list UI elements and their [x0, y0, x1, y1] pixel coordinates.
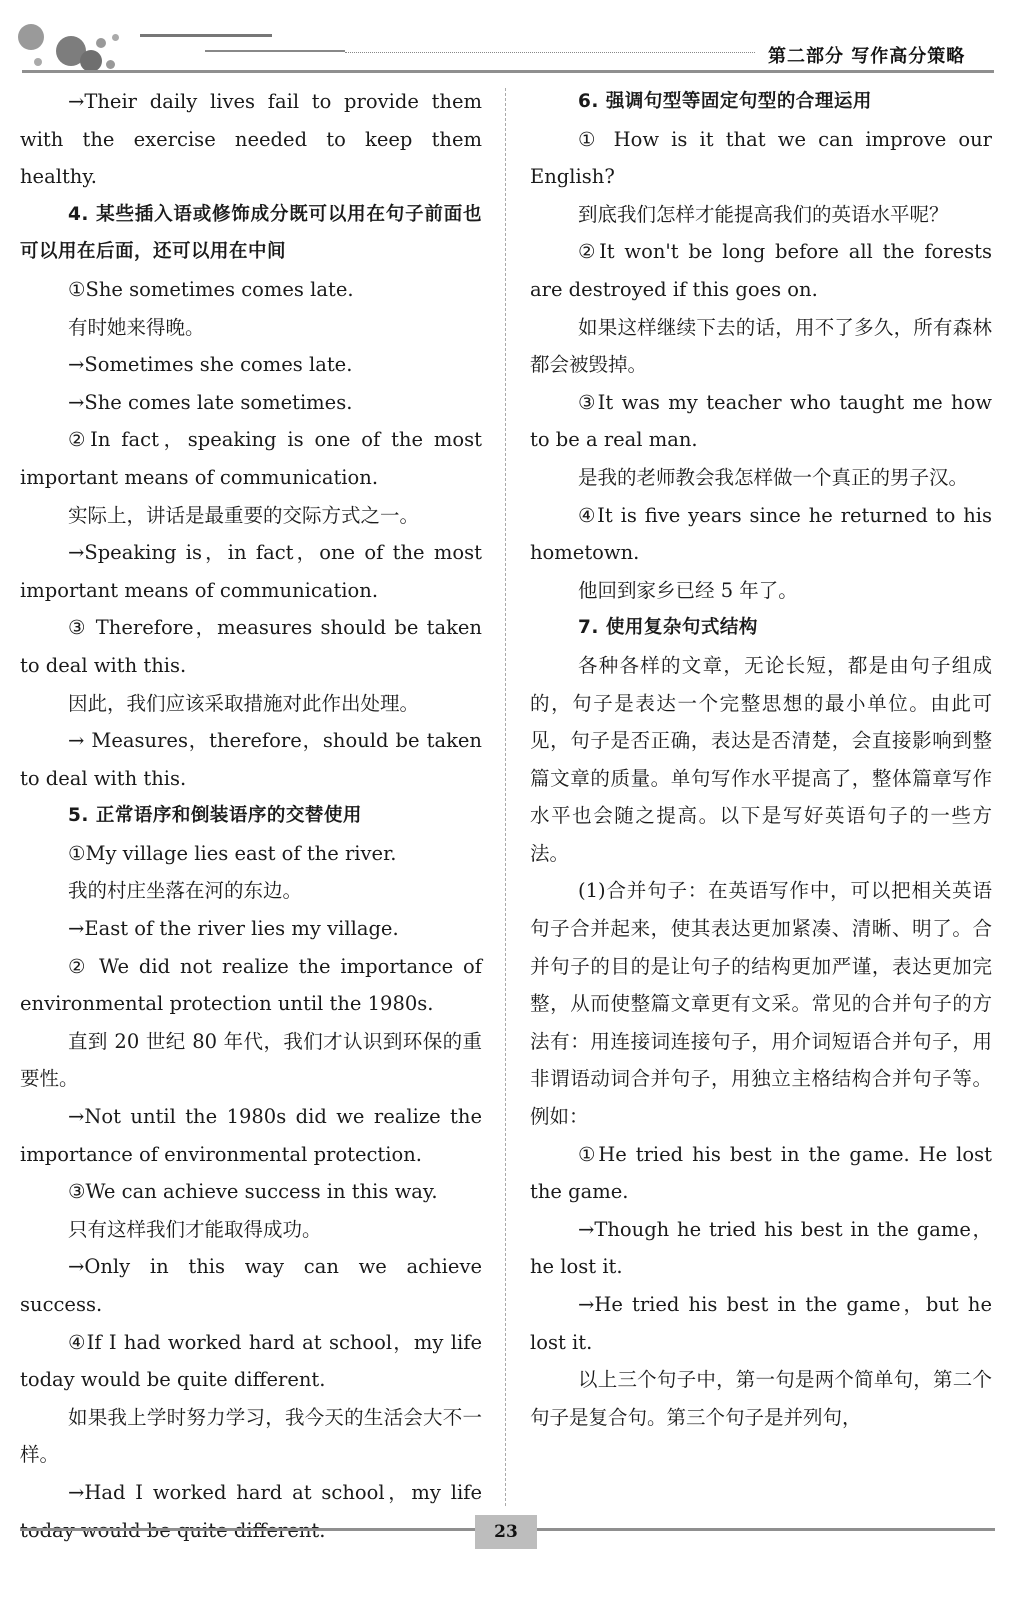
paragraph: 有时她来得晚。 [68, 315, 205, 339]
paragraph: (1)合并句子：在英语写作中，可以把相关英语句子合并起来，使其表达更加紧凑、清晰、明了。合并句子的目的是让句子的结构更加严谨，表达更加完整，从而使整篇文章更有文采。常见的合并句子的方法有：用连接词连接句子，用介词短语合并句子，用非谓语动词合并句子，用独立主格结构合并句子等。例如： [530, 879, 992, 1129]
paragraph: ②In fact，speaking is one of the most important means of communication. [20, 428, 482, 489]
section-heading: 6. 强调句型等固定句型的合理运用 [578, 91, 872, 112]
header-line [140, 34, 272, 37]
paragraph: ①She sometimes comes late. [68, 277, 354, 301]
header-line [205, 50, 345, 52]
paragraph: 如果这样继续下去的话，用不了多久，所有森林都会被毁掉。 [530, 315, 992, 377]
column-divider [505, 88, 506, 1506]
right-column [530, 83, 992, 1436]
paragraph: ① How is it that we can improve our English? [530, 127, 992, 189]
paragraph: ③ Therefore，measures should be taken to deal with this. [20, 616, 482, 677]
paragraph: 各种各样的文章，无论长短，都是由句子组成的，句子是表达一个完整思想的最小单位。由此可见，句子是否正确，表达是否清楚，会直接影响到整篇文章的质量。单句写作水平提高了，整体篇章写作水平也会随之提高。以下是写好英语句子的一些方法。 [530, 653, 992, 865]
paragraph: 只有这样我们才能取得成功。 [68, 1217, 322, 1241]
paragraph: 他回到家乡已经 5 年了。 [578, 578, 798, 602]
paragraph: 是我的老师教会我怎样做一个真正的男子汉。 [578, 465, 969, 489]
paragraph: →She comes late sometimes. [68, 390, 353, 414]
paragraph: ④It is five years since he returned to his hometown. [530, 503, 992, 565]
paragraph: 我的村庄坐落在河的东边。 [68, 879, 303, 903]
decoration-circle [106, 60, 115, 69]
paragraph: 因此，我们应该采取措施对此作出处理。 [68, 691, 420, 715]
paragraph: →Only in this way can we achieve success. [20, 1255, 482, 1316]
paragraph: →Their daily lives fail to provide them with the exercise needed to keep them healthy. [20, 90, 482, 189]
paragraph: 直到 20 世纪 80 年代，我们才认识到环保的重要性。 [20, 1029, 482, 1091]
paragraph: ④If I had worked hard at school，my life today would be quite different. [20, 1330, 482, 1392]
paragraph: →Had I worked hard at school，my life [68, 1480, 482, 1504]
paragraph: →Though he tried his best in the game，he lost it. [530, 1217, 992, 1279]
paragraph: ②It won't be long before all the forests are destroyed if this goes on. [530, 240, 992, 301]
section-heading: 7. 使用复杂句式结构 [578, 617, 758, 639]
header-rule [22, 70, 994, 73]
paragraph: ③We can achieve success in this way. [68, 1180, 438, 1204]
paragraph: →Not until the 1980s did we realize the importance of environmental protection. [20, 1105, 482, 1166]
paragraph: ①He tried his best in the game. He lost the game. [530, 1142, 992, 1204]
section-heading: 5. 正常语序和倒装语序的交替使用 [68, 805, 362, 827]
decoration-circle [80, 50, 102, 72]
decoration-circle [112, 34, 119, 41]
paragraph: ③It was my teacher who taught me how to be a real man. [530, 390, 992, 452]
decoration-circle [34, 58, 42, 66]
left-column [20, 83, 482, 1549]
page-header [0, 0, 1031, 80]
paragraph: 到底我们怎样才能提高我们的英语水平呢？ [578, 202, 949, 226]
section-heading: 4. 某些插入语或修饰成分既可以用在句子前面也可以用在后面，还可以用在中间 [20, 203, 482, 263]
paragraph: 实际上，讲话是最重要的交际方式之一。 [68, 503, 420, 527]
header-dotted-line [345, 52, 755, 53]
paragraph: → Measures，therefore，should be taken to deal with this. [20, 729, 482, 790]
paragraph: 以上三个句子中，第一句是两个简单句，第二个句子是复合句。第三个句子是并列句， [530, 1368, 992, 1429]
paragraph: ② We did not realize the importance of environmental protection until the 1980s. [20, 954, 482, 1016]
paragraph: →Sometimes she comes late. [68, 353, 353, 377]
paragraph: →East of the river lies my village. [68, 917, 399, 941]
paragraph: 如果我上学时努力学习，我今天的生活会大不一样。 [20, 1405, 482, 1467]
paragraph: →He tried his best in the game，but he lost it. [530, 1293, 992, 1354]
page-number: 23 [475, 1515, 537, 1549]
paragraph: →Speaking is，in fact，one of the most important means of communication. [20, 541, 482, 602]
section-title: 第二部分 写作高分策略 [768, 46, 966, 67]
paragraph: ①My village lies east of the river. [68, 841, 397, 865]
decoration-circle [96, 38, 106, 48]
decoration-circle [18, 24, 44, 50]
